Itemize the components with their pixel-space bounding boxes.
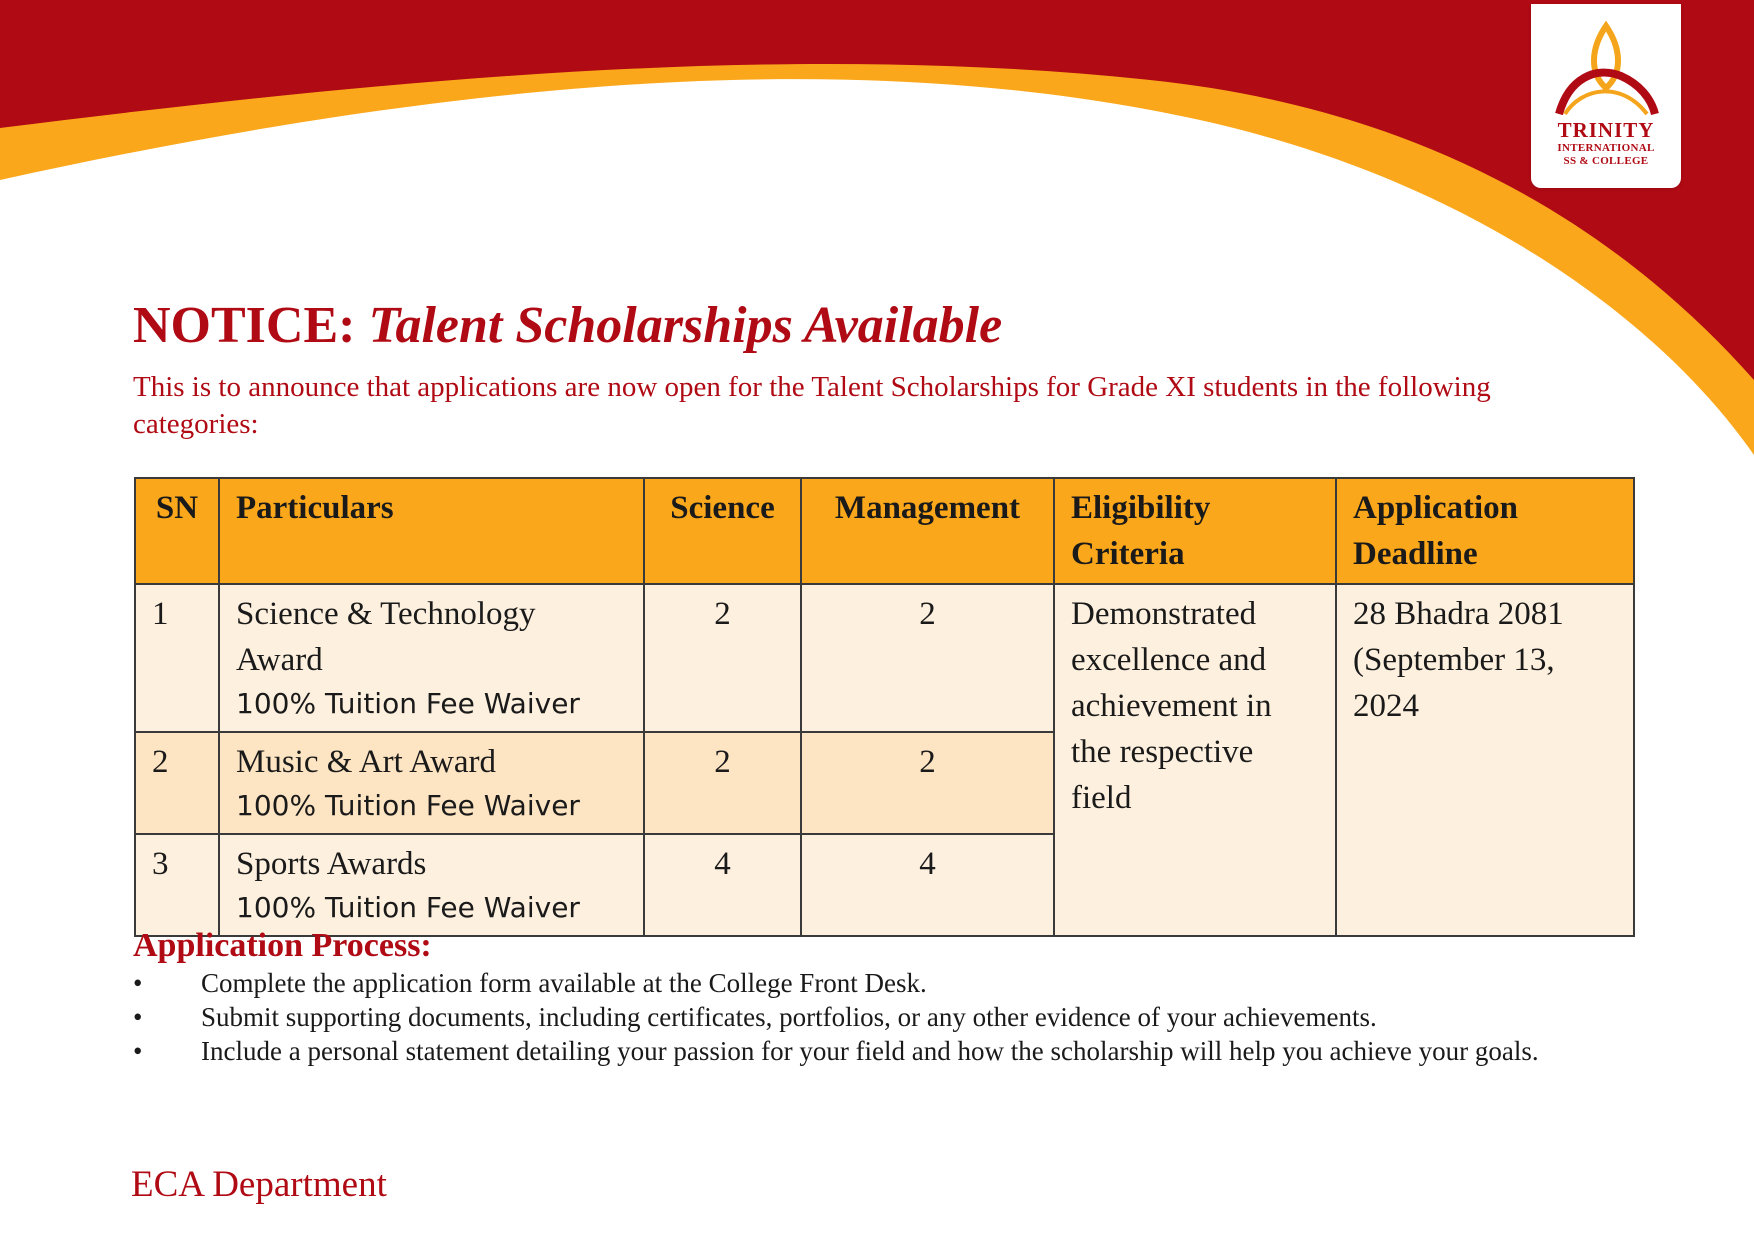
row-particulars — [219, 732, 644, 834]
step-text: Include a personal statement detailing your passion for your field and how the scholarship will help you achieve your goals. — [201, 1036, 1539, 1066]
award-name: Science & Technology Award — [236, 596, 536, 678]
bullet-icon: • — [133, 1036, 143, 1066]
header-management: Management — [801, 478, 1054, 584]
header-eligibility: Eligibility Criteria — [1054, 478, 1336, 584]
award-waiver: 100% Tuition Fee Waiver — [236, 891, 580, 924]
scholarship-table — [134, 477, 1635, 937]
notice-title — [133, 296, 1002, 356]
award-waiver: 100% Tuition Fee Waiver — [236, 789, 580, 822]
table-row — [135, 584, 1634, 732]
college-logo — [1531, 4, 1681, 188]
department-signature: ECA Department — [131, 1164, 387, 1205]
application-process-heading: Application Process: — [133, 927, 432, 964]
list-item — [133, 1000, 1633, 1034]
row-science: 4 — [644, 834, 801, 936]
row-sn: 3 — [135, 834, 219, 936]
row-particulars — [219, 834, 644, 936]
row-sn: 2 — [135, 732, 219, 834]
row-management: 2 — [801, 584, 1054, 732]
list-item — [133, 1034, 1633, 1068]
row-science: 2 — [644, 732, 801, 834]
row-particulars — [219, 584, 644, 732]
notice-title-prefix: NOTICE: — [133, 297, 356, 354]
bullet-icon: • — [133, 968, 143, 998]
list-item — [133, 966, 1633, 1000]
award-name: Music & Art Award — [236, 744, 497, 780]
eligibility-criteria: Demonstrated excellence and achievement in the respective field — [1054, 584, 1336, 936]
header-science: Science — [644, 478, 801, 584]
bullet-icon: • — [133, 1002, 143, 1032]
notice-intro: This is to announce that applications are now open for the Talent Scholarships for Grade XI students in the following categories: — [133, 371, 1491, 440]
logo-subtitle-1: INTERNATIONAL — [1557, 142, 1655, 154]
application-deadline: 28 Bhadra 2081 (September 13, 2024 — [1336, 584, 1634, 936]
award-waiver: 100% Tuition Fee Waiver — [236, 687, 580, 720]
trinity-knot-icon — [1551, 18, 1661, 118]
logo-name: TRINITY — [1557, 118, 1655, 142]
table-header-row — [135, 478, 1634, 584]
notice-title-main: Talent Scholarships Available — [368, 297, 1003, 354]
step-text: Submit supporting documents, including certificates, portfolios, or any other evidence of your achievements. — [201, 1002, 1377, 1032]
row-science: 2 — [644, 584, 801, 732]
application-steps-list — [133, 966, 1633, 1068]
row-sn: 1 — [135, 584, 219, 732]
logo-subtitle-2: SS & COLLEGE — [1563, 155, 1649, 167]
row-management: 2 — [801, 732, 1054, 834]
header-deadline: Application Deadline — [1336, 478, 1634, 584]
award-name: Sports Awards — [236, 846, 427, 882]
step-text: Complete the application form available at the College Front Desk. — [201, 968, 927, 998]
header-particulars: Particulars — [219, 478, 644, 584]
row-management: 4 — [801, 834, 1054, 936]
header-sn: SN — [135, 478, 219, 584]
